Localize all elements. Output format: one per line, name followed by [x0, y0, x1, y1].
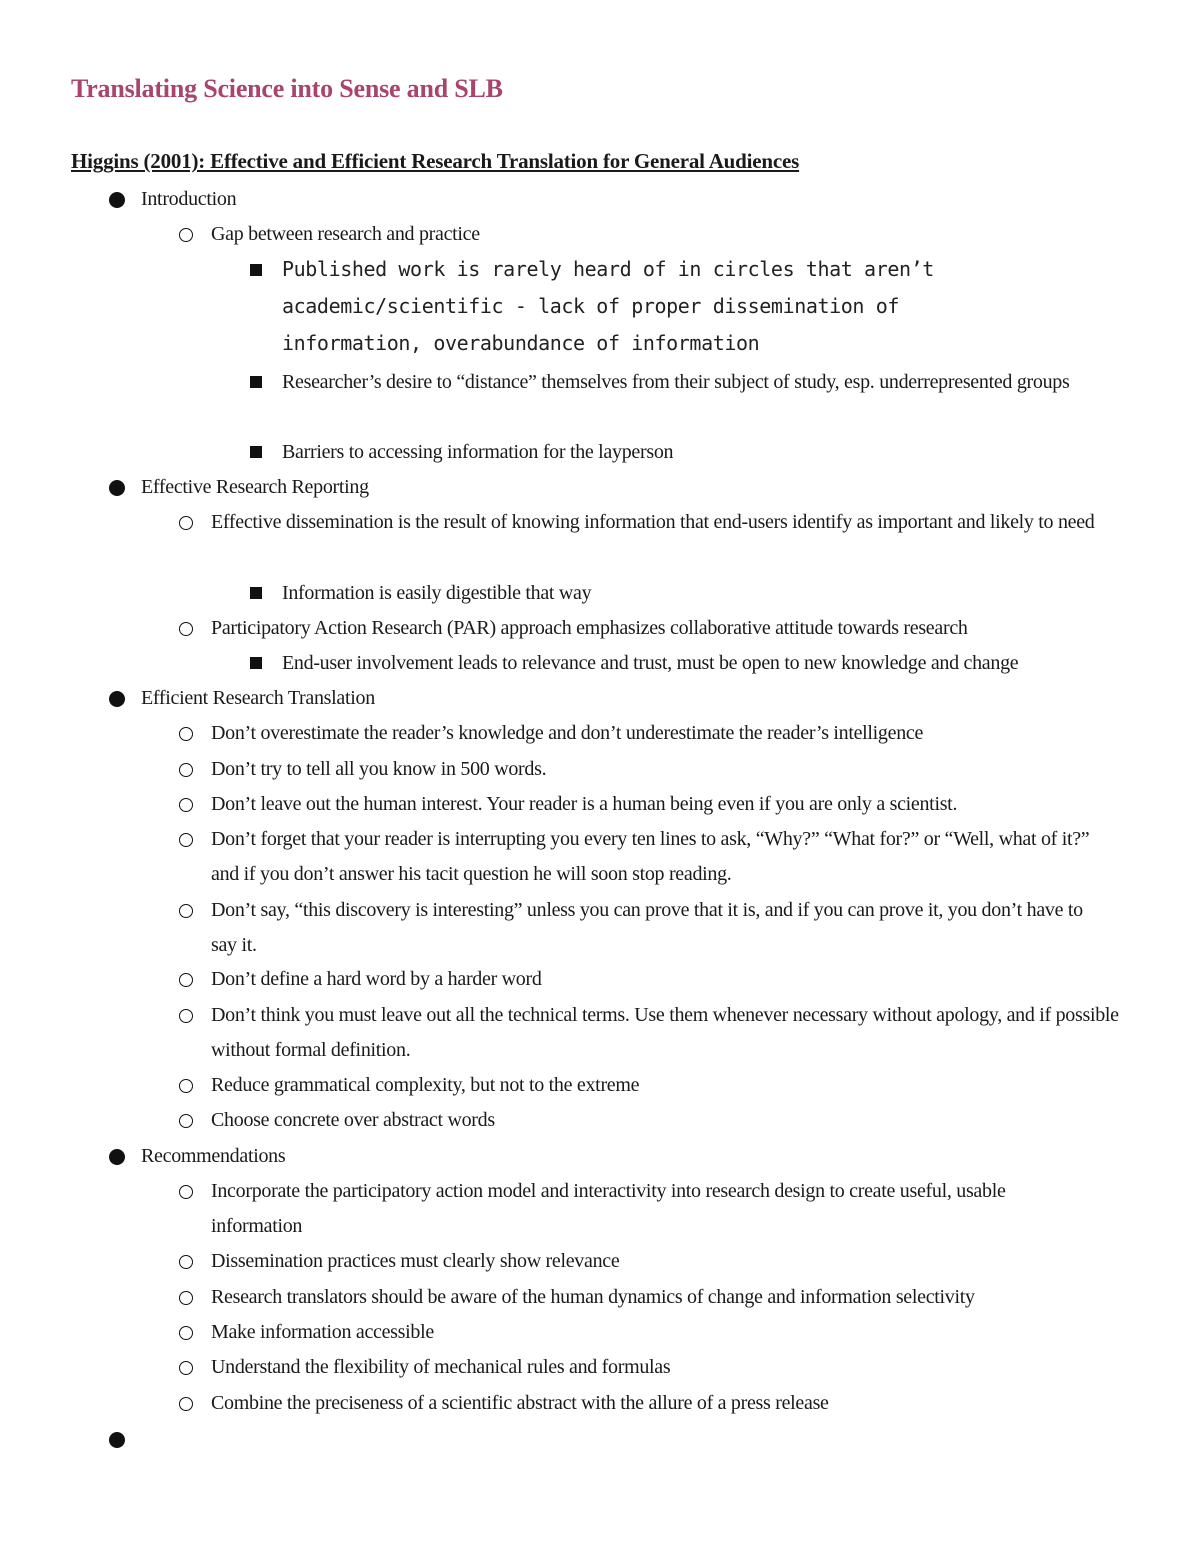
square-bullet-icon: [250, 657, 262, 669]
list-item: Introduction: [141, 188, 237, 210]
circle-bullet-icon: [179, 833, 193, 847]
list-item: Barriers to accessing information for the layperson: [282, 441, 674, 463]
circle-bullet-icon: [179, 1326, 193, 1340]
circle-bullet-icon: [179, 1079, 193, 1093]
list-item: Incorporate the participatory action model and interactivity into research design to create useful, usable information: [211, 1180, 1006, 1237]
list-item: Information is easily digestible that way: [282, 582, 592, 604]
list-item: Dissemination practices must clearly show relevance: [211, 1250, 620, 1272]
list-item: Understand the flexibility of mechanical rules and formulas: [211, 1356, 671, 1378]
list-item: Researcher’s desire to “distance” themselves from their subject of study, esp. underrepresented groups: [282, 371, 1070, 393]
list-item: Don’t think you must leave out all the technical terms. Use them whenever necessary without apology, and if possible without formal definition.: [211, 1004, 1119, 1061]
square-bullet-icon: [250, 264, 262, 276]
circle-bullet-icon: [179, 973, 193, 987]
disc-bullet-icon: [109, 691, 125, 707]
list-item: Effective dissemination is the result of knowing information that end-users identify as important and likely to need: [211, 511, 1095, 533]
square-bullet-icon: [250, 446, 262, 458]
disc-bullet-icon: [109, 480, 125, 496]
list-item: Participatory Action Research (PAR) approach emphasizes collaborative attitude towards research: [211, 617, 968, 639]
list-item: Make information accessible: [211, 1321, 434, 1343]
list-item: Choose concrete over abstract words: [211, 1109, 495, 1131]
circle-bullet-icon: [179, 1291, 193, 1305]
list-item: Reduce grammatical complexity, but not to the extreme: [211, 1074, 640, 1096]
circle-bullet-icon: [179, 1114, 193, 1128]
list-item: Effective Research Reporting: [141, 476, 369, 498]
list-item: Don’t say, “this discovery is interesting” unless you can prove that it is, and if you can prove it, you don’t have to say it.: [211, 899, 1083, 956]
list-item: End-user involvement leads to relevance and trust, must be open to new knowledge and change: [282, 652, 1019, 674]
list-item: Don’t try to tell all you know in 500 words.: [211, 758, 547, 780]
square-bullet-icon: [250, 587, 262, 599]
list-item: Research translators should be aware of the human dynamics of change and information selectivity: [211, 1286, 975, 1308]
list-item: Efficient Research Translation: [141, 687, 375, 709]
list-item: Don’t forget that your reader is interrupting you every ten lines to ask, “Why?” “What for?” or “Well, what of it?” and if you don’t answer his tacit question he will soon stop reading.: [211, 828, 1090, 885]
circle-bullet-icon: [179, 1255, 193, 1269]
circle-bullet-icon: [179, 1397, 193, 1411]
circle-bullet-icon: [179, 763, 193, 777]
circle-bullet-icon: [179, 622, 193, 636]
disc-bullet-icon: [109, 1432, 125, 1448]
disc-bullet-icon: [109, 192, 125, 208]
circle-bullet-icon: [179, 1185, 193, 1199]
list-item: Gap between research and practice: [211, 223, 480, 245]
list-item: Combine the preciseness of a scientific abstract with the allure of a press release: [211, 1392, 829, 1414]
list-item: Don’t leave out the human interest. Your reader is a human being even if you are only a scientist.: [211, 793, 958, 815]
square-bullet-icon: [250, 376, 262, 388]
circle-bullet-icon: [179, 727, 193, 741]
circle-bullet-icon: [179, 1361, 193, 1375]
list-item: Don’t define a hard word by a harder word: [211, 968, 542, 990]
list-item: Recommendations: [141, 1145, 286, 1167]
circle-bullet-icon: [179, 1009, 193, 1023]
circle-bullet-icon: [179, 228, 193, 242]
list-item: Published work is rarely heard of in circles that aren’t academic/scientific - lack of proper dissemination of information, overabundance of information: [282, 257, 934, 355]
circle-bullet-icon: [179, 516, 193, 530]
circle-bullet-icon: [179, 798, 193, 812]
disc-bullet-icon: [109, 1149, 125, 1165]
section-heading: Higgins (2001): Effective and Efficient Research Translation for General Audiences: [71, 149, 800, 173]
list-item: Don’t overestimate the reader’s knowledge and don’t underestimate the reader’s intelligence: [211, 722, 924, 744]
document-title: Translating Science into Sense and SLB: [71, 74, 503, 103]
circle-bullet-icon: [179, 904, 193, 918]
